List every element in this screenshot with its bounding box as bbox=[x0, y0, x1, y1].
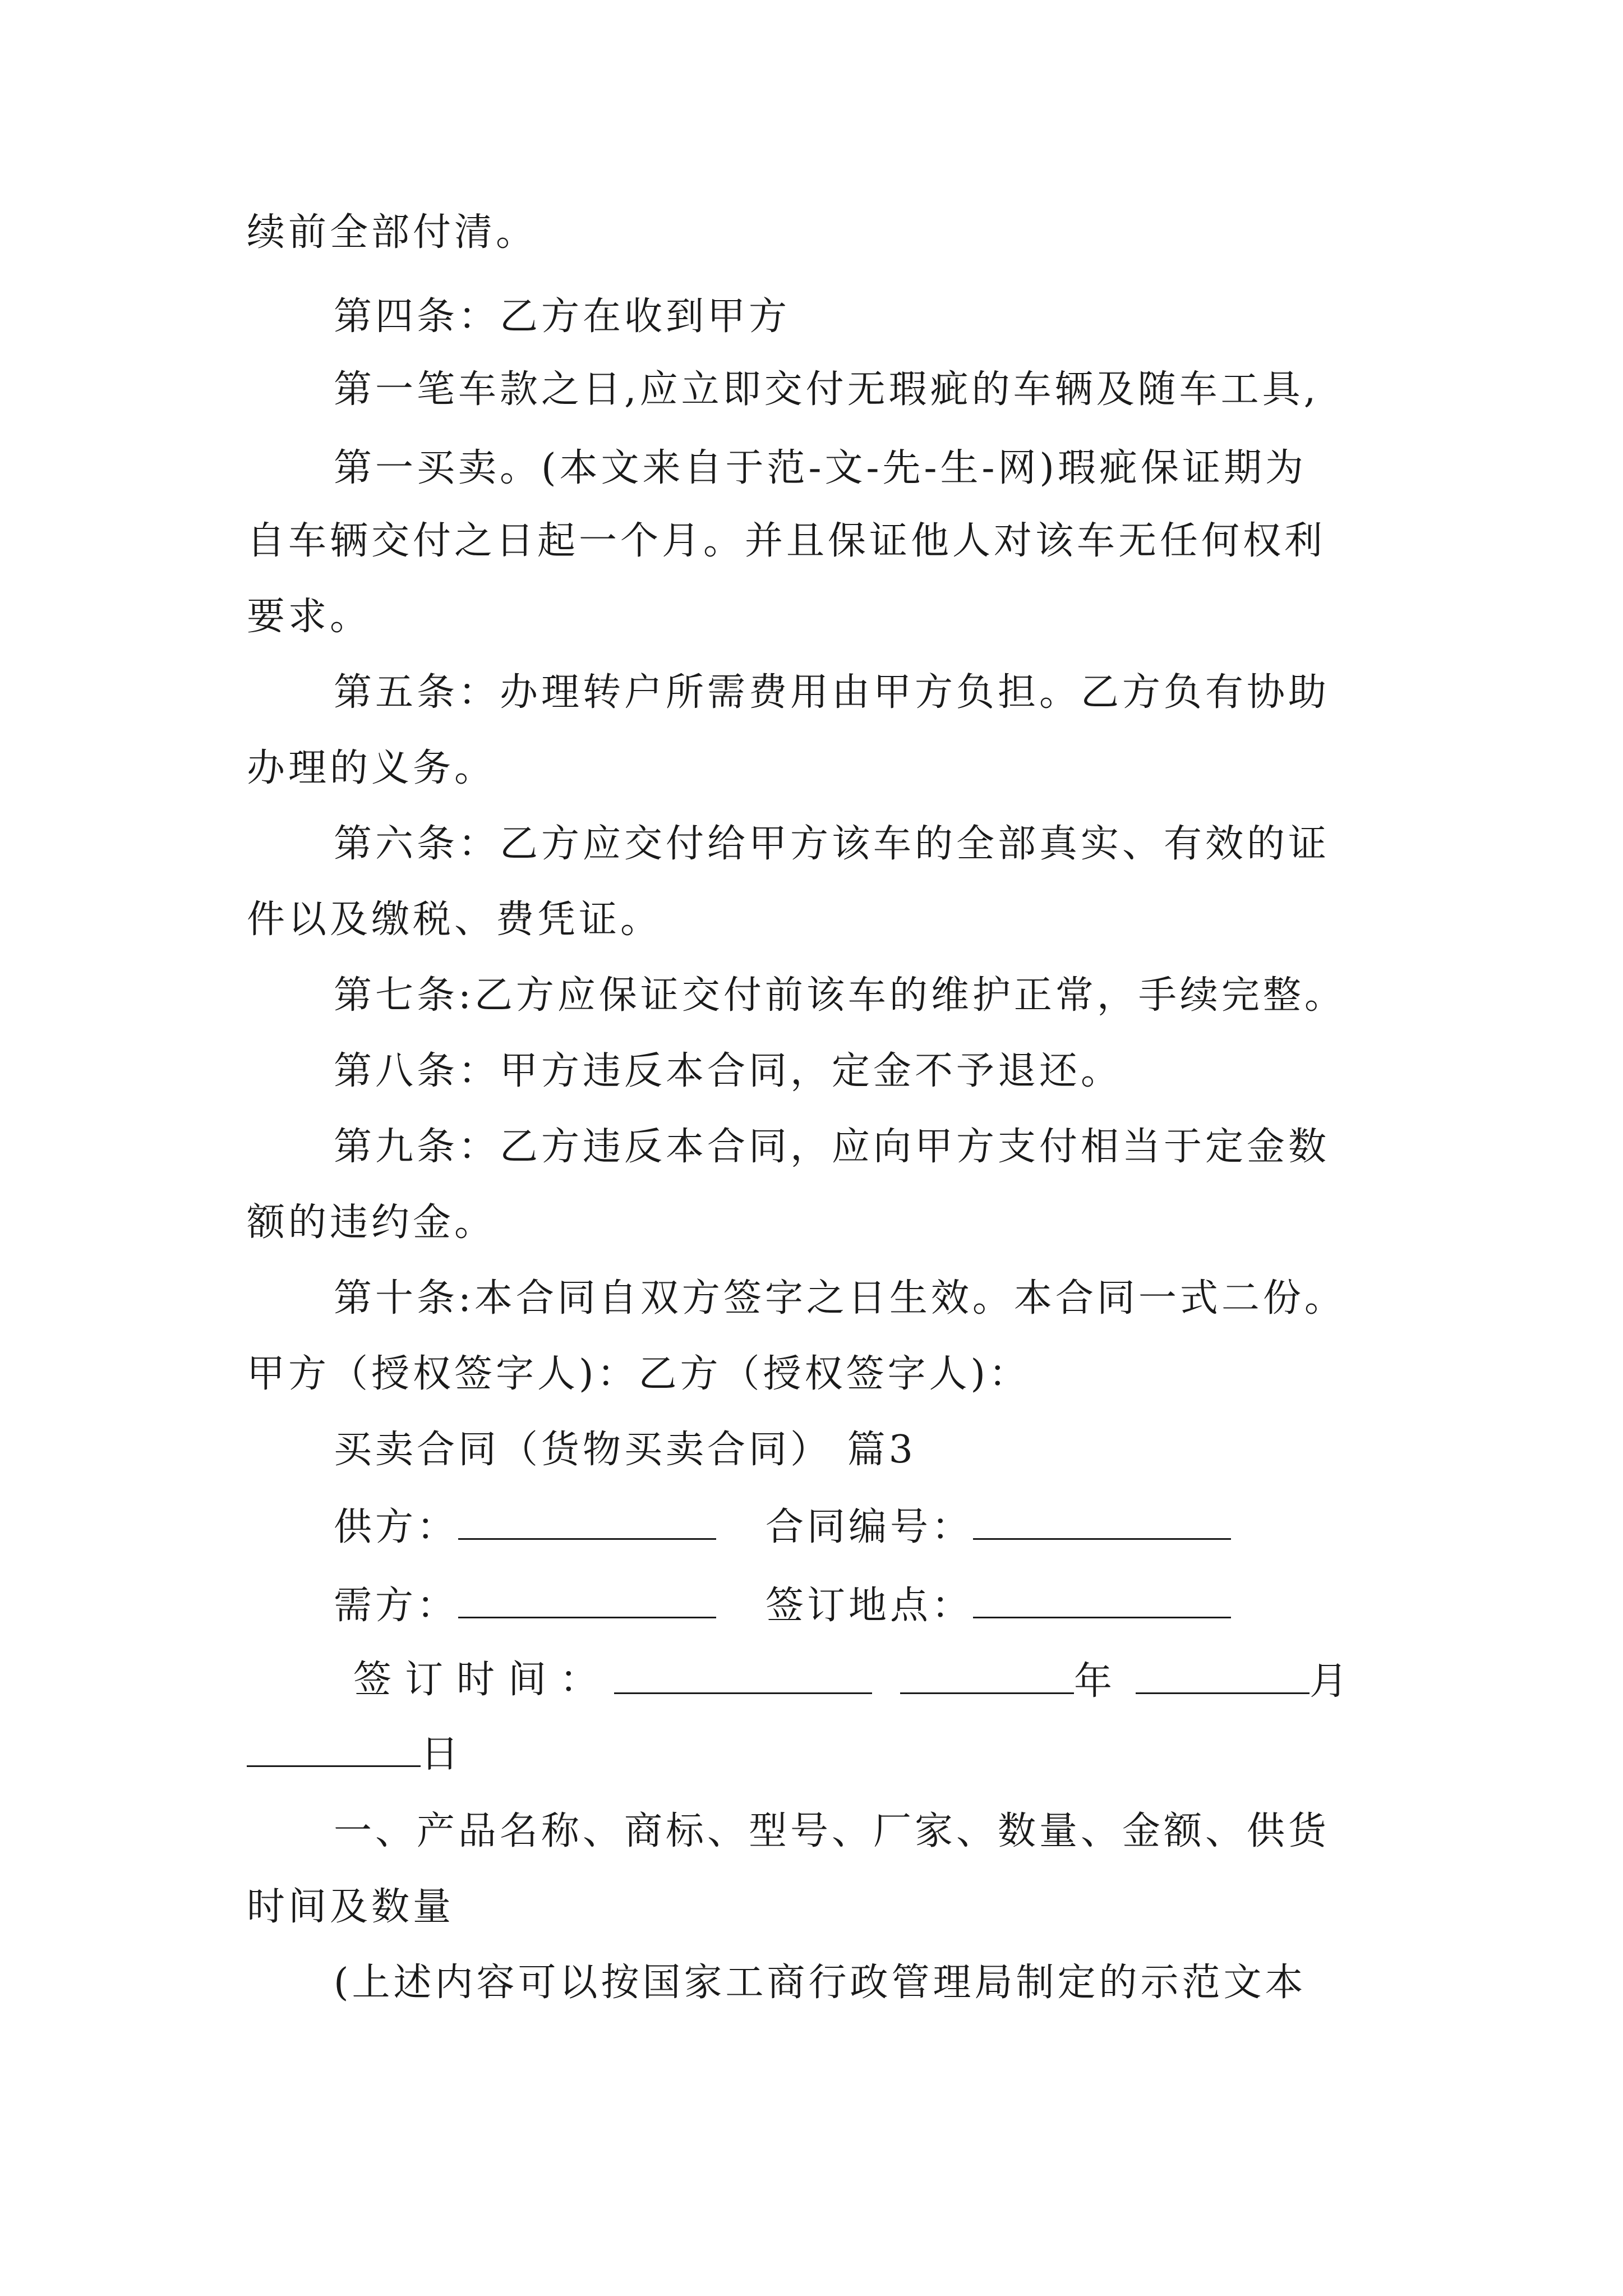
paragraph-line: 第十条:本合同自双方签字之日生效。本合同一式二份。 bbox=[334, 1276, 1346, 1320]
contract-no-label: 合同编号： bbox=[766, 1505, 974, 1549]
day-blank bbox=[247, 1731, 421, 1767]
paragraph-line: 第一笔车款之日,应立即交付无瑕疵的车辆及随车工具, bbox=[334, 367, 1320, 412]
sign-time-label: 签订时间： bbox=[353, 1658, 612, 1702]
paragraph-line: 办理的义务。 bbox=[247, 746, 496, 790]
year-row bbox=[900, 1658, 1115, 1704]
buyer-blank bbox=[458, 1582, 716, 1618]
paragraph-line: 第七条:乙方应保证交付前该车的维护正常，手续完整。 bbox=[334, 973, 1346, 1018]
month-label: 月 bbox=[1310, 1659, 1352, 1704]
paragraph-line: 时间及数量 bbox=[247, 1885, 455, 1929]
paragraph-line: 要求。 bbox=[247, 595, 372, 639]
year-blank bbox=[900, 1658, 1074, 1694]
contract-no-blank bbox=[973, 1503, 1231, 1540]
sign-time-blank bbox=[614, 1658, 872, 1694]
day-label: 日 bbox=[421, 1732, 463, 1777]
paragraph-line: 额的违约金。 bbox=[247, 1200, 496, 1245]
paragraph-line: 一、产品名称、商标、型号、厂家、数量、金额、供货 bbox=[334, 1809, 1330, 1853]
contract-no-row bbox=[766, 1503, 1231, 1550]
sign-place-row bbox=[766, 1582, 1231, 1628]
paragraph-line: 件以及缴税、费凭证。 bbox=[247, 898, 662, 942]
buyer-label: 需方： bbox=[334, 1584, 459, 1628]
sign-time-row bbox=[353, 1658, 611, 1703]
paragraph-line: 续前全部付清。 bbox=[247, 210, 538, 255]
supplier-blank bbox=[458, 1503, 716, 1540]
paragraph-line: 第九条：乙方违反本合同，应向甲方支付相当于定金数 bbox=[334, 1125, 1330, 1169]
sign-time-blank-row bbox=[614, 1658, 872, 1704]
year-label: 年 bbox=[1074, 1659, 1116, 1704]
paragraph-line: 第五条：办理转户所需费用由甲方负担。乙方负有协助 bbox=[334, 670, 1330, 715]
sign-place-blank bbox=[973, 1582, 1231, 1618]
month-blank bbox=[1136, 1658, 1310, 1694]
paragraph-line: 第八条：甲方违反本合同，定金不予退还。 bbox=[334, 1049, 1123, 1093]
sign-place-label: 签订地点： bbox=[766, 1584, 974, 1628]
paragraph-line: 第一买卖。(本文来自于范-文-先-生-网)瑕疵保证期为 bbox=[334, 446, 1307, 490]
signature-line: 甲方（授权签字人)：乙方（授权签字人)： bbox=[247, 1352, 1031, 1396]
supplier-label: 供方： bbox=[334, 1505, 459, 1549]
paragraph-line: 第六条：乙方应交付给甲方该车的全部真实、有效的证 bbox=[334, 822, 1330, 866]
paragraph-line: 第四条：乙方在收到甲方 bbox=[334, 295, 791, 339]
day-row bbox=[247, 1731, 462, 1777]
paragraph-line: 自车辆交付之日起一个月。并且保证他人对该车无任何权利 bbox=[247, 519, 1326, 563]
buyer-row bbox=[334, 1582, 716, 1628]
section-heading: 买卖合同（货物买卖合同） 篇3 bbox=[334, 1428, 916, 1472]
supplier-row bbox=[334, 1503, 716, 1550]
paragraph-line: (上述内容可以按国家工商行政管理局制定的示范文本 bbox=[334, 1961, 1307, 2005]
month-row bbox=[1136, 1658, 1351, 1704]
